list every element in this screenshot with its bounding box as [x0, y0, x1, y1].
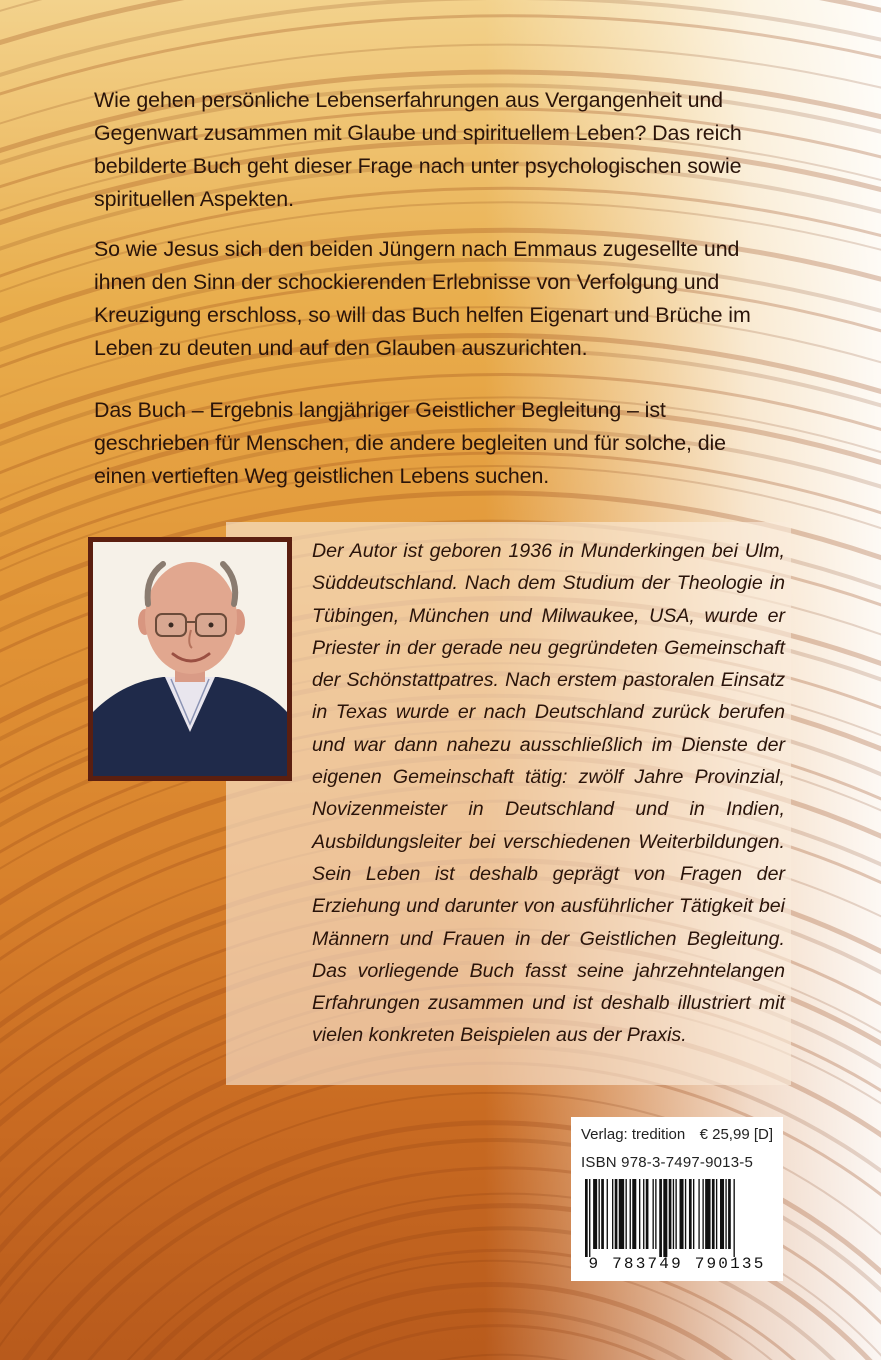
barcode-bar: [659, 1179, 662, 1257]
price-label: € 25,99 [D]: [699, 1126, 773, 1143]
barcode-bar: [619, 1179, 624, 1249]
publisher-label: Verlag: tredition: [581, 1126, 686, 1143]
barcode-bar: [705, 1179, 710, 1249]
barcode-bar: [626, 1179, 627, 1249]
blurb-paragraph-2: So wie Jesus sich den beiden Jüngern nach Emmaus zugesellte und ihnen den Sinn der schockierenden Erlebnisse von Verfolgung und Kreuzigung erschloss, so will das Buch helfen Eigenart und Brüche im Leben zu deuten und auf den Glauben auszurichten.: [94, 237, 751, 360]
barcode-bar: [589, 1179, 590, 1257]
barcode-bar: [632, 1179, 636, 1249]
author-biography: Der Autor ist geboren 1936 in Munderkingen bei Ulm, Süddeutschland. Nach dem Studium der Theologie in Tübingen, München und Milwaukee, USA, wurde er Priester in der gerade neu gegründeten Gemeinschaft der Schönstattpatres. Nach erstem pastoralen Einsatz in Texas wurde er nach Deutschland zurück berufen und war dann nahezu ausschließlich im Dienste der eigenen Gemeinschaft tätig: zwölf Jahre Provinzial, Novizenmeister in Deutschland und in Indien, Ausbildungsleiter bei verschiedenen Weiterbildungen. Sein Leben ist deshalb geprägt von Fragen der Erziehung und darunter von ausführlicher Tätigkeit bei Männern und Frauen in der Geistlichen Begleitung. Das vorliegende Buch fasst seine jahrzehntelangen Erfahrungen zusammen und ist deshalb illustriert mit vielen konkreten Beispielen aus der Praxis.: [312, 540, 785, 1047]
barcode-bar: [689, 1179, 692, 1249]
barcode-bar: [716, 1179, 717, 1249]
barcode-bar: [675, 1179, 676, 1249]
barcode-bar: [725, 1179, 726, 1249]
barcode-bar: [585, 1179, 588, 1257]
wood-ring: [129, 1326, 865, 1360]
barcode-bar: [702, 1179, 703, 1249]
barcode-bar: [653, 1179, 654, 1249]
barcode-bar: [599, 1179, 600, 1249]
blurb-paragraph-3: Das Buch – Ergebnis langjähriger Geistlicher Begleitung – ist geschrieben für Menschen, die andere begleiten und für solche, die einen vertieften Weg geistlichen Lebens suchen.: [94, 398, 726, 488]
barcode-icon: [581, 1179, 773, 1257]
blurb-paragraph-1: Wie gehen persönliche Lebenserfahrungen aus Vergangenheit und Gegenwart zusammen mit Glaube und spirituellem Leben? Das reich bebilderte Buch geht dieser Frage nach unter psychologischen sowie spirituellen Aspekten.: [94, 88, 742, 211]
barcode-bar: [673, 1179, 674, 1249]
barcode-bar: [685, 1179, 686, 1249]
barcode-bar: [615, 1179, 618, 1249]
wood-ring: [161, 1355, 845, 1360]
barcode-bar: [639, 1179, 640, 1249]
barcode-bar: [669, 1179, 672, 1249]
author-photo-frame: [88, 537, 292, 781]
barcode-bar: [712, 1179, 715, 1249]
barcode-bar: [646, 1179, 649, 1249]
author-photo: [93, 542, 287, 776]
publisher-price-line: [581, 1125, 773, 1145]
barcode-bar: [612, 1179, 613, 1249]
barcode-digits: 9 783749 790135: [588, 1255, 766, 1273]
barcode-bar: [720, 1179, 724, 1249]
barcode-bar: [698, 1179, 699, 1249]
isbn-label: ISBN 978-3-7497-9013-5: [581, 1154, 754, 1171]
barcode-bar: [643, 1179, 644, 1249]
barcode-bar: [655, 1179, 656, 1249]
barcode-bar: [680, 1179, 684, 1249]
barcode-bar: [693, 1179, 694, 1249]
barcode-box: [571, 1117, 783, 1281]
wood-ring: [84, 1285, 881, 1360]
barcode-bar: [728, 1179, 731, 1249]
barcode-bar: [601, 1179, 604, 1249]
wood-ring: [111, 1310, 875, 1360]
barcode-bar: [734, 1179, 735, 1257]
barcode-bar: [630, 1179, 631, 1249]
barcode-bar: [663, 1179, 667, 1257]
barcode-bar: [607, 1179, 608, 1249]
barcode-bar: [593, 1179, 597, 1249]
